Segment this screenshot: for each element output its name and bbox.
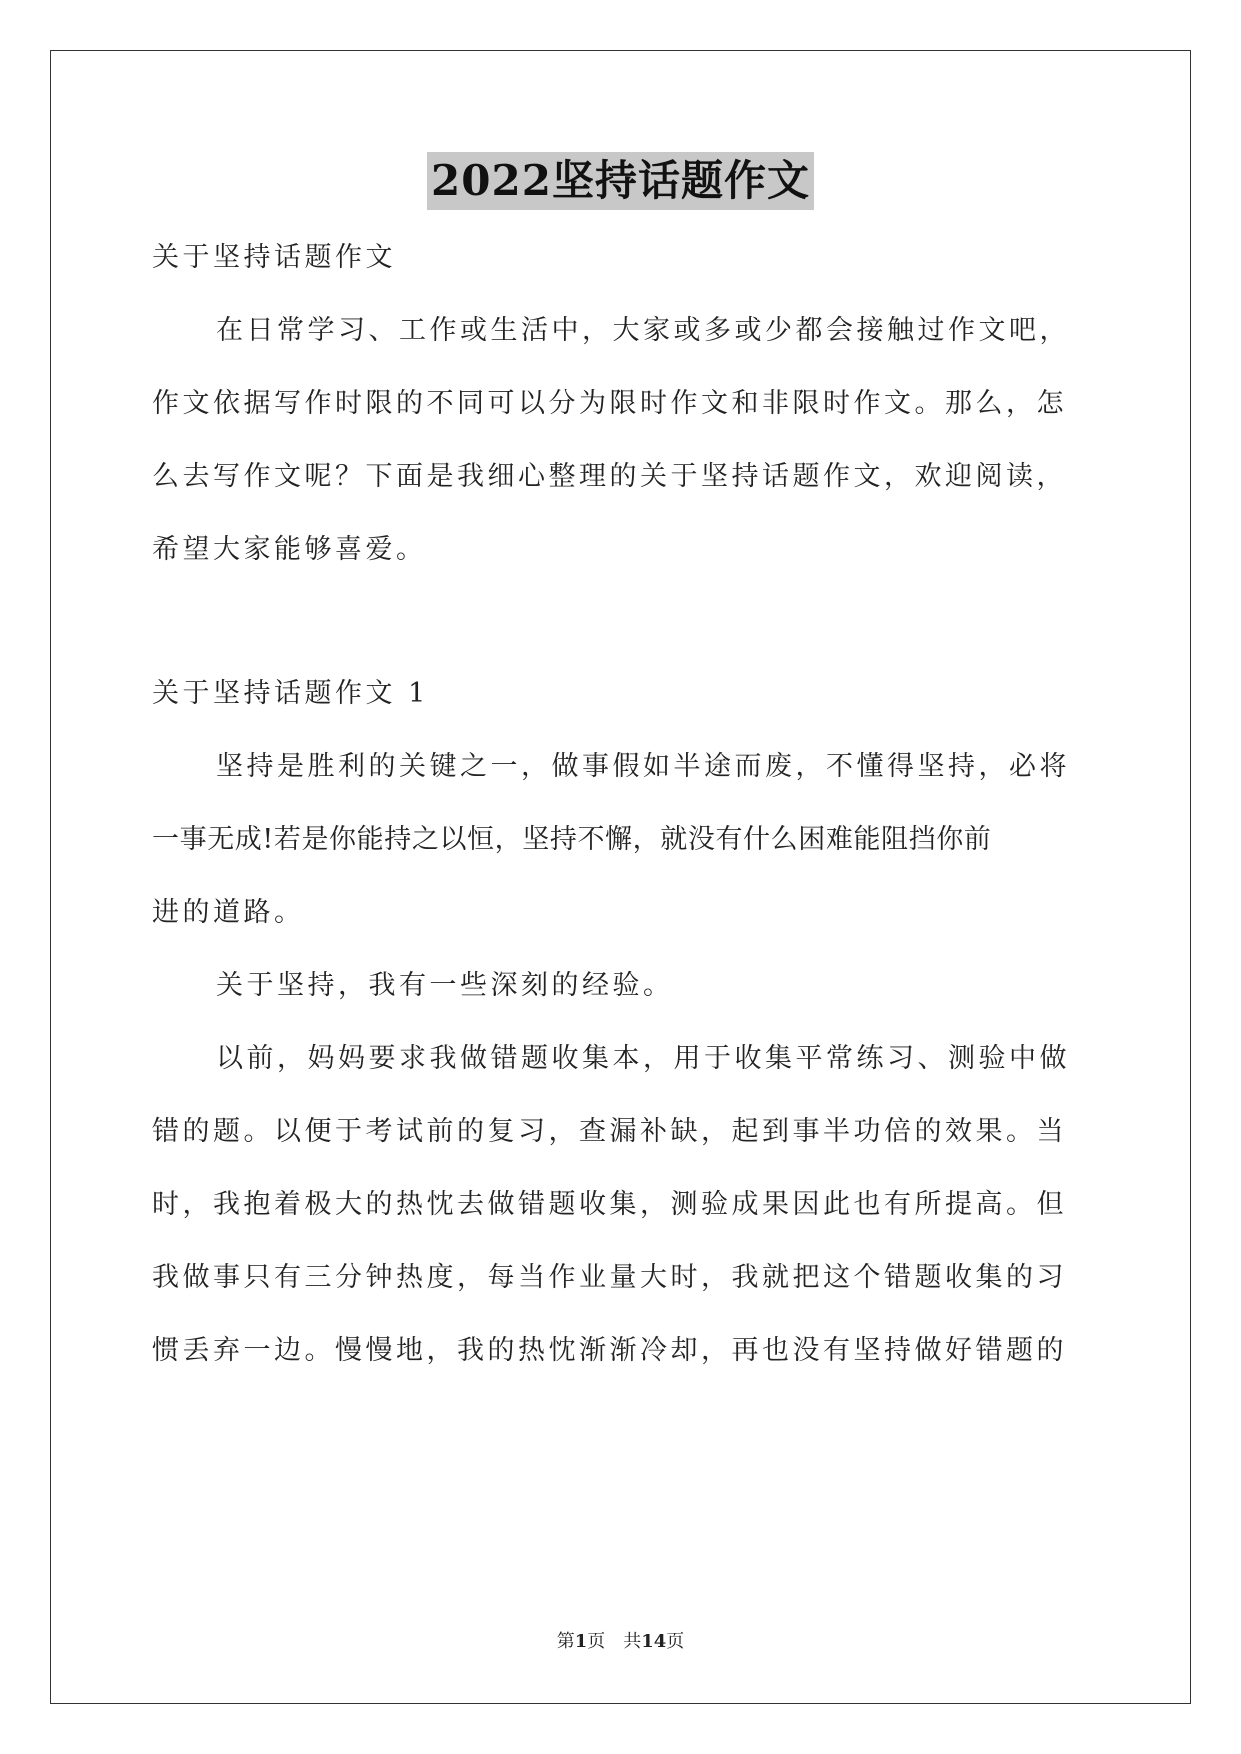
page-label-middle: 页 共 xyxy=(587,1631,642,1652)
title-container xyxy=(0,152,1241,210)
para3-line-1: 以前，妈妈要求我做错题收集本，用于收集平常练习、测验中做 xyxy=(216,1043,1070,1074)
para1-line-2: 一事无成!若是你能持之以恒，坚持不懈，就没有什么困难能阻挡你前 xyxy=(152,824,992,855)
intro-heading: 关于坚持话题作文 xyxy=(152,242,396,273)
para3-line-2: 错的题。以便于考试前的复习，查漏补缺，起到事半功倍的效果。当 xyxy=(152,1116,1067,1147)
intro-line-1: 在日常学习、工作或生活中，大家或多或少都会接触过作文吧， xyxy=(216,315,1070,346)
para3-line-5: 惯丢弃一边。慢慢地，我的热忱渐渐冷却，再也没有坚持做好错题的 xyxy=(152,1335,1067,1366)
intro-line-2: 作文依据写作时限的不同可以分为限时作文和非限时作文。那么，怎 xyxy=(152,388,1067,419)
section-heading-1: 关于坚持话题作文 1 xyxy=(152,678,429,709)
page-label-suffix: 页 xyxy=(666,1631,685,1652)
para2-line-1: 关于坚持，我有一些深刻的经验。 xyxy=(216,970,674,1001)
para1-line-3: 进的道路。 xyxy=(152,897,305,928)
page-border xyxy=(50,50,1191,1704)
page-current-number: 1 xyxy=(574,1631,588,1652)
page-total-number: 14 xyxy=(641,1631,667,1652)
document-title: 2022坚持话题作文 xyxy=(427,152,814,210)
intro-line-3: 么去写作文呢？下面是我细心整理的关于坚持话题作文，欢迎阅读， xyxy=(152,461,1067,492)
para1-line-1: 坚持是胜利的关键之一，做事假如半途而废，不懂得坚持，必将 xyxy=(216,751,1070,782)
intro-line-4: 希望大家能够喜爱。 xyxy=(152,534,427,565)
page-label-prefix: 第 xyxy=(556,1631,575,1652)
page-footer xyxy=(0,1630,1241,1654)
para3-line-3: 时，我抱着极大的热忱去做错题收集，测验成果因此也有所提高。但 xyxy=(152,1189,1067,1220)
para3-line-4: 我做事只有三分钟热度，每当作业量大时，我就把这个错题收集的习 xyxy=(152,1262,1067,1293)
